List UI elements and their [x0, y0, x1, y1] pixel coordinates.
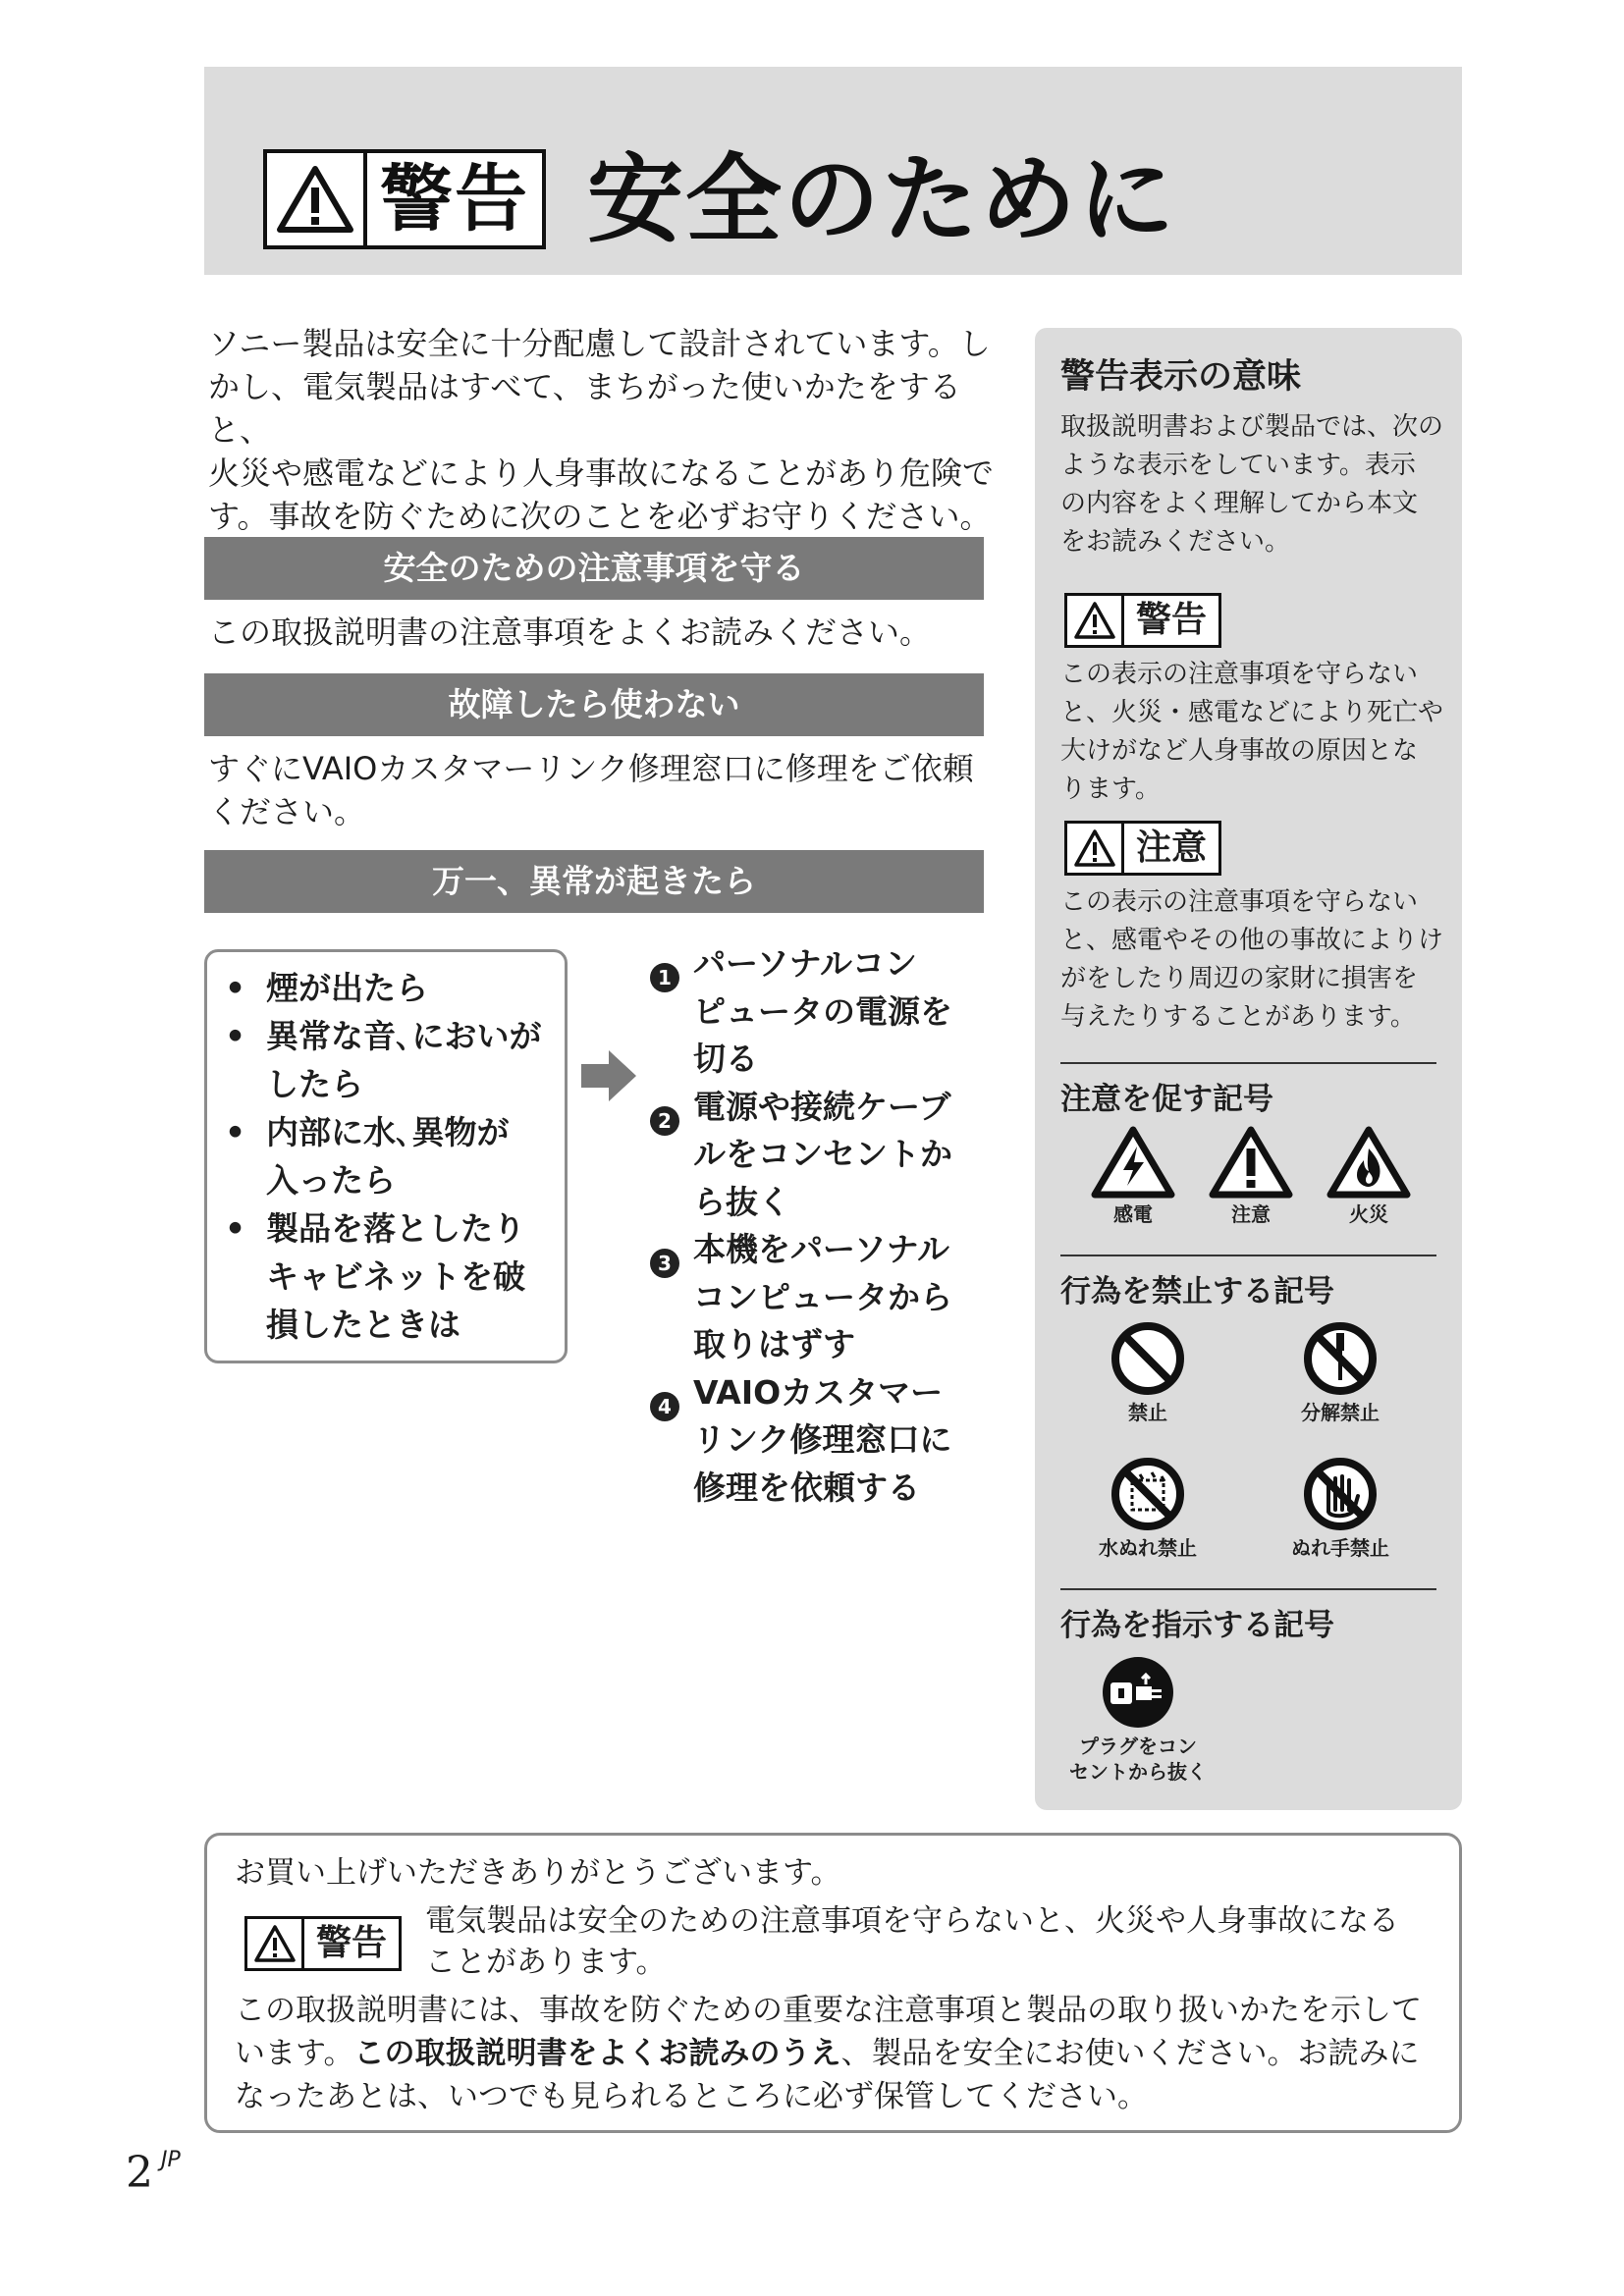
electric-shock-icon: [1091, 1125, 1175, 1200]
divider: [1060, 1588, 1436, 1590]
warning-statement: 電気製品は安全のための注意事項を守らないと、火災や人身事故になる ことがあります。: [425, 1903, 1399, 1980]
list-item: • 異常な音､においが したら: [225, 1017, 542, 1103]
prohibit-heading: 行為を禁止する記号: [1060, 1274, 1334, 1309]
section-bar-emergency: 万一、異常が起きたら: [204, 850, 984, 913]
list-item: • 煙が出たら: [225, 969, 428, 1007]
attention-heading: 注意を促す記号: [1060, 1082, 1273, 1117]
section-bar-malfunction: 故障したら使わない: [204, 673, 984, 736]
list-item: • 内部に水､異物が 入ったら: [225, 1113, 510, 1200]
emphasis-text: この取扱説明書をよくお読みのうえ: [353, 2036, 841, 2071]
warning-badge-small: 警告: [244, 1916, 402, 1971]
warning-legend-sidebar: [1035, 328, 1462, 1810]
caution-badge-small: 注意: [1064, 821, 1221, 876]
no-disassembly-icon: [1301, 1319, 1380, 1398]
prohibited-icon: [1109, 1319, 1187, 1398]
step-item: 1 パーソナルコン ピュータの電源を 切る: [650, 940, 989, 1084]
caution-description: この表示の注意事項を守らない と、感電やその他の事故によりけ がをしたり周辺の家財に損害を 与えたりすることがあります。: [1060, 887, 1444, 1032]
right-arrow-icon: [581, 1048, 638, 1103]
step-item: 3 本機をパーソナル コンピュータから 取りはずす: [650, 1226, 989, 1369]
no-wet-hands-icon: [1301, 1455, 1380, 1533]
divider: [1060, 1062, 1436, 1064]
symbol-electric-shock: 感電: [1069, 1125, 1197, 1227]
symbol-caution: 注意: [1187, 1125, 1315, 1227]
warning-badge-small: 警告: [1064, 593, 1221, 648]
intro-line: す。事故を防ぐために次のことを必ずお守りください。: [208, 498, 992, 535]
intro-line: かし、電気製品はすべて、まちがった使いかたをすると、: [208, 368, 961, 449]
step-number: 1: [650, 963, 679, 992]
sidebar-title: 警告表示の意味: [1060, 357, 1302, 397]
symbol-prohibited: 禁止: [1084, 1319, 1212, 1425]
section-bar-safety: 安全のための注意事項を守る: [204, 537, 984, 600]
symbol-fire: 火災: [1305, 1125, 1433, 1227]
warning-triangle-icon: [1067, 596, 1124, 645]
step-number: 4: [650, 1392, 679, 1421]
warning-description: この表示の注意事項を守らない と、火災・感電などにより死亡や 大けがなど人身事故の原因とな ります。: [1060, 660, 1444, 804]
symptom-list: [204, 949, 568, 1363]
fire-icon: [1326, 1125, 1411, 1200]
no-water-icon: [1109, 1455, 1187, 1533]
step-number: 3: [650, 1249, 679, 1278]
symbol-unplug: プラグをコン セントから抜く: [1064, 1653, 1212, 1785]
page-suffix: JP: [161, 2148, 181, 2172]
caution-triangle-icon: [1067, 824, 1124, 873]
list-item: • 製品を落としたり キャビネットを破 損したときは: [225, 1209, 525, 1344]
warning-triangle-icon: [267, 153, 367, 245]
notice-box: [204, 1833, 1462, 2133]
symbol-no-disassembly: 分解禁止: [1276, 1319, 1404, 1425]
section-line: ください。: [208, 793, 366, 830]
page-title: 安全のために: [587, 144, 1177, 256]
instruct-heading: 行為を指示する記号: [1060, 1608, 1334, 1643]
section-line: すぐにVAIOカスタマーリンク修理窓口に修理をご依頼: [208, 750, 974, 787]
step-item: 2 電源や接続ケーブ ルをコンセントか ら抜く: [650, 1084, 989, 1227]
page-header: [204, 67, 1462, 275]
warning-badge: [263, 149, 546, 249]
manual-notice: この取扱説明書には、事故を防ぐための重要な注意事項と製品の取り扱いかたを示して います。この取扱説明書をよくお読みのうえ、製品を安全にお使いください。お読みに なったあとは、いつでも見られるところに必ず保管してください。: [235, 1993, 1422, 2114]
step-number: 2: [650, 1106, 679, 1136]
thank-you-text: お買い上げいただきありがとうございます。: [235, 1855, 841, 1891]
intro-line: 火災や感電などにより人身事故になることがあり危険で: [208, 454, 995, 492]
warning-triangle-icon: [247, 1919, 304, 1968]
intro-line: ソニー製品は安全に十分配慮して設計されています。し: [208, 325, 991, 362]
caution-icon: [1209, 1125, 1293, 1200]
warning-badge-word: 警告: [380, 157, 529, 241]
symbol-no-wet-hands: ぬれ手禁止: [1276, 1455, 1404, 1561]
section-line: この取扱説明書の注意事項をよくお読みください。: [208, 614, 932, 651]
divider: [1060, 1255, 1436, 1256]
page-number: 2 $^{JP}$: [126, 2148, 181, 2198]
symbol-no-water: 水ぬれ禁止: [1084, 1455, 1212, 1561]
action-steps: [650, 940, 989, 1512]
section-text-safety: [208, 611, 984, 654]
sidebar-intro: 取扱説明書および製品では、次の ような表示をしています。表示 の内容をよく理解してから本文 をお読みください。: [1060, 412, 1444, 557]
intro-text: [208, 322, 1003, 538]
unplug-icon: [1099, 1653, 1177, 1732]
step-item: 4 VAIOカスタマー リンク修理窓口に 修理を依頼する: [650, 1369, 989, 1513]
section-text-malfunction: [208, 747, 984, 833]
